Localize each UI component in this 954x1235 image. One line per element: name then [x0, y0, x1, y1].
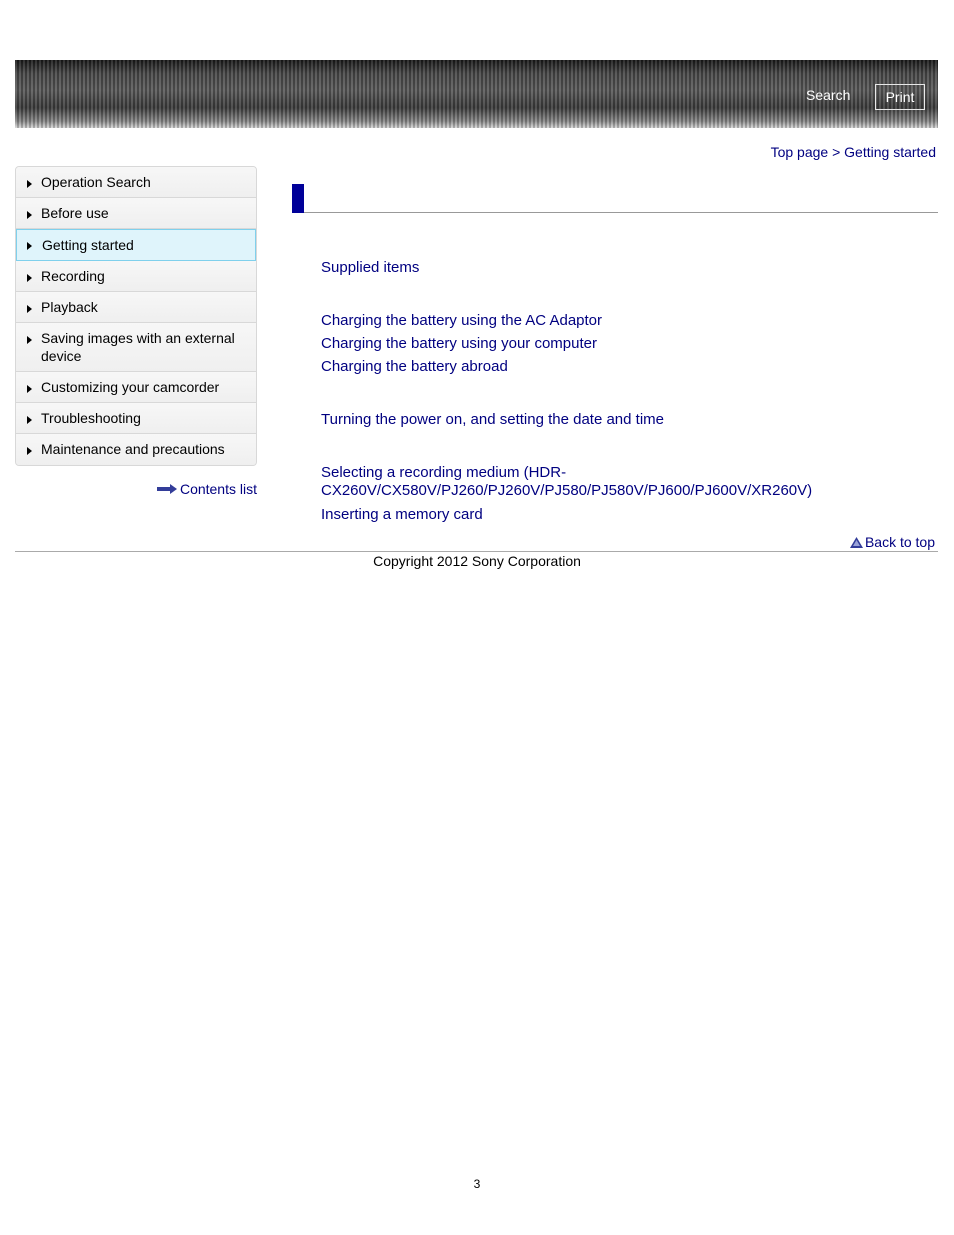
- triangle-right-icon: [27, 385, 32, 393]
- back-to-top-label: Back to top: [864, 534, 935, 550]
- sidebar-item-customizing[interactable]: [16, 372, 256, 403]
- sidebar-item-label: Customizing your camcorder: [41, 379, 220, 395]
- sidebar-item-operation-search[interactable]: [16, 167, 256, 198]
- triangle-right-icon: [27, 211, 32, 219]
- footer-divider: [15, 551, 938, 552]
- link-inserting-memory-card[interactable]: Inserting a memory card: [321, 506, 483, 523]
- sidebar-item-maintenance[interactable]: [16, 434, 256, 465]
- back-to-top-link[interactable]: [850, 534, 935, 550]
- breadcrumb: [771, 144, 936, 160]
- page-number: 3: [473, 1177, 481, 1191]
- sidebar-item-saving-images[interactable]: [16, 323, 256, 372]
- link-charging-computer[interactable]: Charging the battery using your computer: [321, 335, 597, 352]
- page-title-rule: [304, 212, 938, 213]
- breadcrumb-current[interactable]: Getting started: [844, 144, 936, 160]
- sidebar-item-label: Before use: [41, 205, 109, 221]
- sidebar-item-label: Operation Search: [41, 174, 151, 190]
- sidebar-item-troubleshooting[interactable]: [16, 403, 256, 434]
- contents-list-link[interactable]: [157, 481, 257, 497]
- contents-list-label: Contents list: [179, 481, 257, 497]
- print-button[interactable]: Print: [875, 84, 925, 110]
- sidebar-item-playback[interactable]: [16, 292, 256, 323]
- sidebar-item-label: Saving images with an external device: [41, 330, 235, 364]
- triangle-right-icon: [27, 416, 32, 424]
- sidebar-item-label: Playback: [41, 299, 98, 315]
- sidebar-item-label: Maintenance and precautions: [41, 441, 225, 457]
- search-link[interactable]: Search: [806, 87, 851, 103]
- page-title-marker: [292, 184, 304, 213]
- triangle-right-icon: [27, 180, 32, 188]
- breadcrumb-top-page[interactable]: Top page: [770, 144, 829, 160]
- sidebar-item-label: Getting started: [42, 237, 134, 253]
- link-charging-ac-adaptor[interactable]: Charging the battery using the AC Adaptor: [321, 312, 603, 329]
- sidebar-item-label: Recording: [41, 268, 105, 284]
- triangle-right-icon: [27, 336, 32, 344]
- link-supplied-items[interactable]: Supplied items: [321, 259, 420, 276]
- triangle-up-icon: [850, 537, 863, 548]
- copyright-text: Copyright 2012 Sony Corporation: [373, 553, 581, 569]
- triangle-right-icon: [27, 274, 32, 282]
- arrow-right-icon: [157, 484, 177, 494]
- triangle-right-icon: [27, 305, 32, 313]
- link-charging-abroad[interactable]: Charging the battery abroad: [321, 358, 508, 375]
- sidebar-nav: [15, 166, 257, 466]
- triangle-right-icon: [27, 242, 32, 250]
- triangle-right-icon: [27, 447, 32, 455]
- sidebar-item-before-use[interactable]: [16, 198, 256, 229]
- link-selecting-recording-medium[interactable]: Selecting a recording medium (HDR-CX260V/CX580V/PJ260/PJ260V/PJ580/PJ580V/PJ600/PJ600V/XR260V): [321, 464, 813, 499]
- breadcrumb-separator: >: [832, 144, 841, 160]
- sidebar-item-label: Troubleshooting: [41, 410, 141, 426]
- link-power-date-time[interactable]: Turning the power on, and setting the date and time: [321, 411, 665, 428]
- sidebar-item-getting-started[interactable]: [16, 229, 256, 261]
- header-bar: [15, 60, 938, 128]
- sidebar-item-recording[interactable]: [16, 261, 256, 292]
